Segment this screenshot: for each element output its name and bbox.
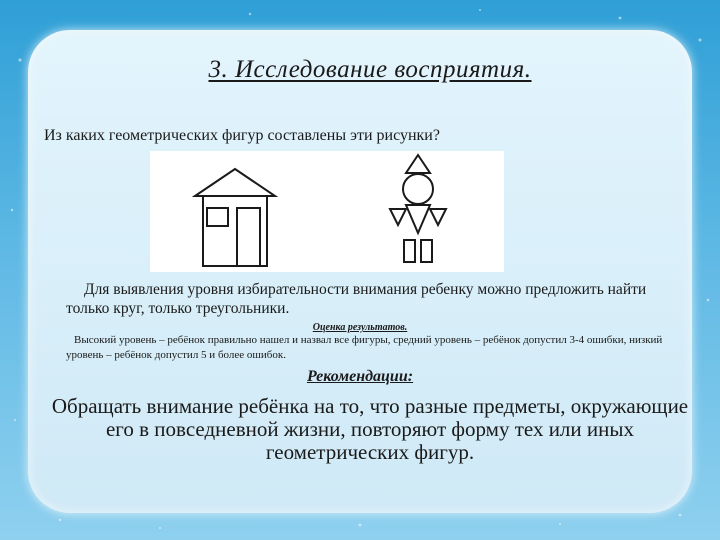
results-paragraph: Высокий уровень – ребёнок правильно нашел и назвал все фигуры, средний уровень – ребёнок допустил 3-4 ошибки, низкий уровень – ребёнок допустил 5 и более ошибок. [66,334,663,361]
recommendations-heading: Рекомендации: [306,368,414,385]
person-figure [390,155,446,262]
results-heading: Оценка результатов. [312,322,408,333]
recommendations-paragraph: Обращать внимание ребёнка на то, что разные предметы, окружающие его в повседневной жизни, повторяют форму тех или иных геометрических фигур. [51,394,689,464]
selection-paragraph: Для выявления уровня избирательности внимания ребенку можно предложить найти только круг, только треугольники. [66,281,647,317]
house-figure [195,169,275,266]
slide-title: 3. Исследование восприятия. [208,56,532,83]
question-text: Из каких геометрических фигур составлены эти рисунки? [44,127,440,144]
figures-panel [150,151,504,272]
